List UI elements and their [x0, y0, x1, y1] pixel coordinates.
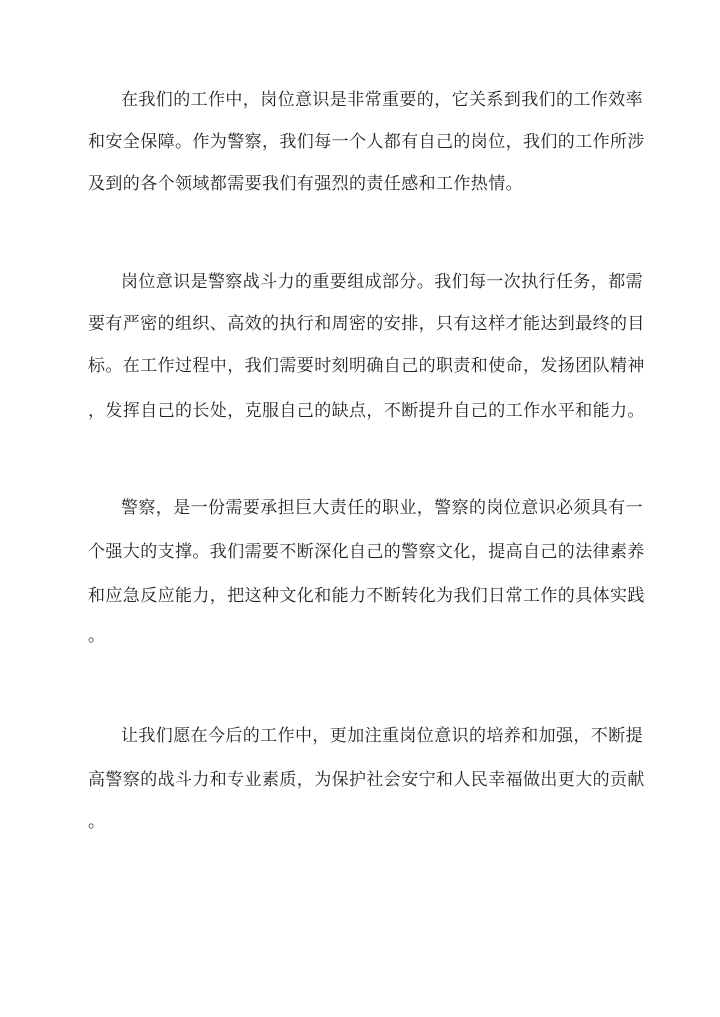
- paragraph-line: 标。在工作过程中，我们需要时刻明确自己的职责和使命，发扬团队精神: [88, 356, 645, 376]
- paragraph-line: 高警察的战斗力和专业素质，为保护社会安宁和人民幸福做出更大的贡献: [88, 770, 645, 790]
- paragraph-line: 和安全保障。作为警察，我们每一个人都有自己的岗位，我们的工作所涉: [88, 132, 645, 152]
- paragraph-line: 个强大的支撑。我们需要不断深化自己的警察文化，提高自己的法律素养: [88, 542, 645, 562]
- paragraph-line: 。: [88, 812, 106, 832]
- paragraph-line: 警察，是一份需要承担巨大责任的职业，警察的岗位意识必须具有一: [121, 498, 643, 518]
- paragraph-line: 让我们愿在今后的工作中，更加注重岗位意识的培养和加强，不断提: [121, 726, 643, 746]
- paragraph-line: ，发挥自己的长处，克服自己的缺点，不断提升自己的工作水平和能力。: [88, 401, 645, 421]
- paragraph-line: 及到的各个领域都需要我们有强烈的责任感和工作热情。: [88, 174, 523, 194]
- paragraph-line: 要有严密的组织、高效的执行和周密的安排，只有这样才能达到最终的目: [88, 314, 645, 334]
- paragraph-line: 岗位意识是警察战斗力的重要组成部分。我们每一次执行任务，都需: [121, 272, 643, 292]
- paragraph-line: 。: [88, 626, 106, 646]
- paragraph-line: 在我们的工作中，岗位意识是非常重要的，它关系到我们的工作效率: [121, 90, 643, 110]
- paragraph-line: 和应急反应能力，把这种文化和能力不断转化为我们日常工作的具体实践: [88, 586, 645, 606]
